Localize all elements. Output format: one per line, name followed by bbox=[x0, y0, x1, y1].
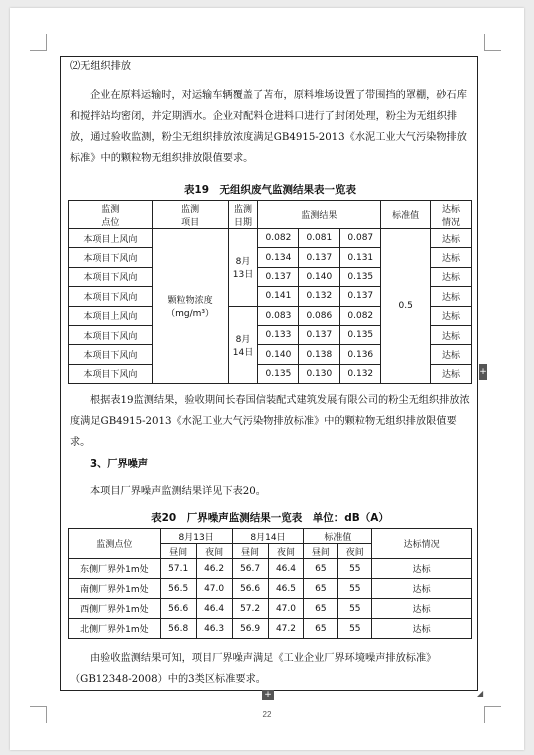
table20 bbox=[68, 528, 472, 639]
t19-cell-value: 0.135 bbox=[258, 364, 299, 383]
t20-header-std: 标准值 bbox=[304, 529, 372, 544]
t20-header-date2: 8月14日 bbox=[232, 529, 304, 544]
t20-header-night: 夜间 bbox=[268, 544, 304, 559]
t19-cell-value: 0.132 bbox=[340, 364, 381, 383]
t19-header-std: 标准值 bbox=[381, 201, 431, 229]
t20-cell-point: 南侧厂界外1m处 bbox=[69, 579, 161, 599]
t19-cell-value: 0.083 bbox=[258, 306, 299, 325]
t20-cell-value: 47.2 bbox=[268, 619, 304, 639]
t20-cell-status: 达标 bbox=[372, 619, 472, 639]
t20-cell-status: 达标 bbox=[372, 599, 472, 619]
t19-header-date: 监测 日期 bbox=[228, 201, 258, 229]
t19-cell-std: 0.5 bbox=[381, 229, 431, 384]
t20-header-day: 昼间 bbox=[160, 544, 196, 559]
t19-cell-value: 0.130 bbox=[299, 364, 340, 383]
t20-cell-value: 55 bbox=[338, 619, 372, 639]
t19-cell-status: 达标 bbox=[431, 287, 472, 306]
t20-cell-point: 西侧厂界外1m处 bbox=[69, 599, 161, 619]
resize-handle-icon[interactable]: ◢ bbox=[477, 689, 484, 698]
t19-cell-point: 本项目上风向 bbox=[69, 306, 153, 325]
t19-cell-value: 0.135 bbox=[340, 325, 381, 344]
t19-cell-point: 本项目下风向 bbox=[69, 364, 153, 383]
t19-header-result: 监测结果 bbox=[258, 201, 381, 229]
t20-cell-point: 东侧厂界外1m处 bbox=[69, 559, 161, 579]
t20-cell-value: 46.4 bbox=[196, 599, 232, 619]
t19-cell-value: 0.140 bbox=[258, 345, 299, 364]
t20-cell-value: 55 bbox=[338, 579, 372, 599]
t19-cell-status: 达标 bbox=[431, 229, 472, 248]
t19-cell-value: 0.086 bbox=[299, 306, 340, 325]
t19-cell-value: 0.137 bbox=[340, 287, 381, 306]
t19-cell-status: 达标 bbox=[431, 325, 472, 344]
table-row bbox=[69, 579, 472, 599]
t20-cell-value: 46.5 bbox=[268, 579, 304, 599]
table19-caption: 表19 无组织废气监测结果表一览表 bbox=[183, 184, 357, 196]
t19-cell-point: 本项目下风向 bbox=[69, 325, 153, 344]
t19-cell-value: 0.137 bbox=[258, 267, 299, 286]
t20-cell-point: 北侧厂界外1m处 bbox=[69, 619, 161, 639]
t20-cell-value: 46.2 bbox=[196, 559, 232, 579]
table20-caption: 表20 厂界噪声监测结果一览表 单位：dB（A） bbox=[151, 512, 389, 524]
t20-cell-value: 46.3 bbox=[196, 619, 232, 639]
expand-side-icon[interactable]: + bbox=[479, 364, 487, 380]
t19-cell-value: 0.141 bbox=[258, 287, 299, 306]
t20-header-day: 昼间 bbox=[232, 544, 268, 559]
section-title-noise: 3、厂界噪声 bbox=[90, 459, 149, 470]
t19-cell-point: 本项目下风向 bbox=[69, 248, 153, 267]
table19 bbox=[68, 200, 472, 384]
t19-cell-status: 达标 bbox=[431, 364, 472, 383]
paragraph-fugitive: 企业在原料运输时，对运输车辆覆盖了苫布，原料堆场设置了带围挡的罩棚，砂石库和搅拌站均密闭，并定期洒水。企业对配料仓进料口进行了封闭处理，粉尘为无组织排放，通过验收监测，粉尘无组织排放浓度满足GB4915-2013《水泥工业大气污染物排放标准》中的颗粒物无组织排放限值要求。 bbox=[70, 90, 467, 164]
t20-cell-value: 55 bbox=[338, 559, 372, 579]
t19-header-item: 监测 项目 bbox=[152, 201, 228, 229]
t19-cell-value: 0.138 bbox=[299, 345, 340, 364]
t19-header-point: 监测 点位 bbox=[69, 201, 153, 229]
t20-header-date1: 8月13日 bbox=[160, 529, 232, 544]
table-row bbox=[69, 599, 472, 619]
t19-cell-status: 达标 bbox=[431, 306, 472, 325]
t20-cell-value: 57.1 bbox=[160, 559, 196, 579]
expand-bottom-icon[interactable]: + bbox=[262, 690, 274, 700]
t20-cell-value: 65 bbox=[304, 619, 338, 639]
t19-cell-point: 本项目下风向 bbox=[69, 267, 153, 286]
t20-cell-value: 56.6 bbox=[160, 599, 196, 619]
t20-cell-status: 达标 bbox=[372, 579, 472, 599]
t20-cell-value: 46.4 bbox=[268, 559, 304, 579]
table-row bbox=[69, 229, 472, 248]
t19-cell-status: 达标 bbox=[431, 248, 472, 267]
t19-cell-date2: 8月 14日 bbox=[228, 306, 258, 384]
t20-cell-value: 57.2 bbox=[232, 599, 268, 619]
t19-cell-value: 0.082 bbox=[340, 306, 381, 325]
t19-cell-point: 本项目上风向 bbox=[69, 229, 153, 248]
t20-header-status: 达标情况 bbox=[372, 529, 472, 559]
t19-cell-value: 0.137 bbox=[299, 248, 340, 267]
t20-cell-value: 56.5 bbox=[160, 579, 196, 599]
t20-cell-value: 47.0 bbox=[196, 579, 232, 599]
t19-cell-status: 达标 bbox=[431, 345, 472, 364]
t20-header-point: 监测点位 bbox=[69, 529, 161, 559]
t19-cell-value: 0.137 bbox=[299, 325, 340, 344]
paragraph-noise-intro: 本项目厂界噪声监测结果详见下表20。 bbox=[90, 486, 266, 497]
t19-cell-point: 本项目下风向 bbox=[69, 287, 153, 306]
t20-cell-value: 65 bbox=[304, 559, 338, 579]
t20-cell-value: 55 bbox=[338, 599, 372, 619]
t20-cell-value: 65 bbox=[304, 599, 338, 619]
t20-cell-value: 56.9 bbox=[232, 619, 268, 639]
t20-cell-value: 47.0 bbox=[268, 599, 304, 619]
paragraph-table19-conclusion: 根据表19监测结果，验收期间长春国信装配式建筑发展有限公司的粉尘无组织排放浓度满足GB4915-2013《水泥工业大气污染物排放标准》中的颗粒物无组织排放限值要求。 bbox=[70, 395, 470, 448]
t19-cell-value: 0.082 bbox=[258, 229, 299, 248]
t20-cell-status: 达标 bbox=[372, 559, 472, 579]
t20-cell-value: 56.7 bbox=[232, 559, 268, 579]
table-row bbox=[69, 619, 472, 639]
t19-cell-date1: 8月 13日 bbox=[228, 229, 258, 307]
table-row bbox=[69, 559, 472, 579]
t19-header-status: 达标 情况 bbox=[431, 201, 472, 229]
t20-cell-value: 56.6 bbox=[232, 579, 268, 599]
t19-cell-value: 0.081 bbox=[299, 229, 340, 248]
t19-cell-value: 0.134 bbox=[258, 248, 299, 267]
t19-cell-value: 0.136 bbox=[340, 345, 381, 364]
t19-cell-value: 0.135 bbox=[340, 267, 381, 286]
t19-cell-value: 0.133 bbox=[258, 325, 299, 344]
t20-header-night: 夜间 bbox=[338, 544, 372, 559]
t19-cell-value: 0.131 bbox=[340, 248, 381, 267]
t20-header-day: 昼间 bbox=[304, 544, 338, 559]
paragraph-noise-conclusion: 由验收监测结果可知，项目厂界噪声满足《工业企业厂界环境噪声排放标准》（GB12348-2008）中的3类区标准要求。 bbox=[70, 653, 437, 685]
t20-cell-value: 65 bbox=[304, 579, 338, 599]
t19-cell-point: 本项目下风向 bbox=[69, 345, 153, 364]
page-number: 22 bbox=[262, 710, 272, 719]
t19-cell-value: 0.132 bbox=[299, 287, 340, 306]
crop-mark-top-right bbox=[484, 34, 501, 51]
t19-cell-value: 0.087 bbox=[340, 229, 381, 248]
section-title-fugitive: ⑵无组织排放 bbox=[70, 61, 132, 72]
t20-header-night: 夜间 bbox=[196, 544, 232, 559]
t19-cell-value: 0.140 bbox=[299, 267, 340, 286]
t19-cell-status: 达标 bbox=[431, 267, 472, 286]
t20-cell-value: 56.8 bbox=[160, 619, 196, 639]
t19-cell-item: 颗粒物浓度 （mg/m³） bbox=[152, 229, 228, 384]
crop-mark-top-left bbox=[30, 34, 47, 51]
